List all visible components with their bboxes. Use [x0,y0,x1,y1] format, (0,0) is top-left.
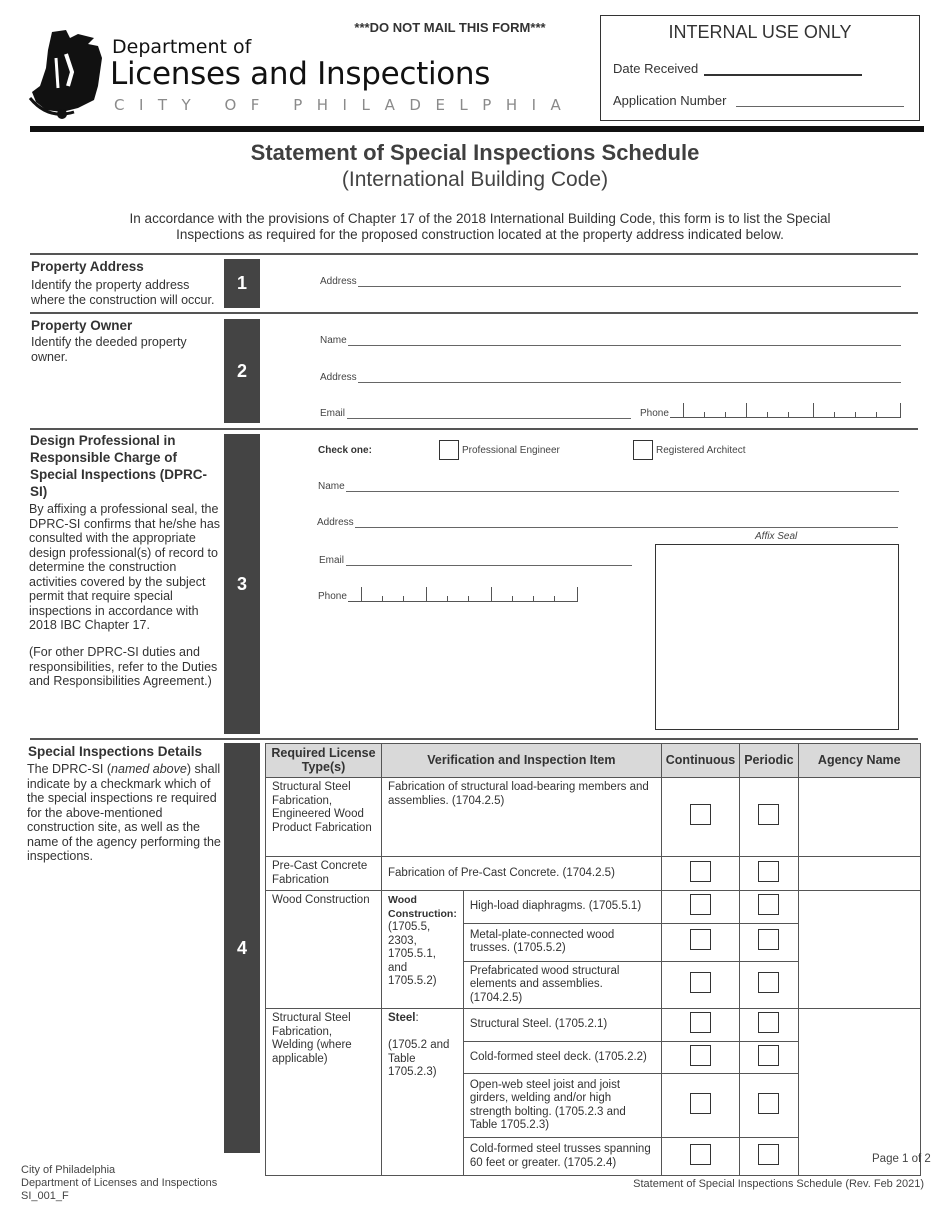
col-header-agency: Agency Name [798,744,920,778]
continuous-checkbox[interactable] [690,1012,711,1033]
col-header-item: Verification and Inspection Item [382,744,662,778]
section3-number: 3 [224,434,260,734]
section4-desc: The DPRC-SI (named above) shall indicate by a checkmark which of the special inspections re required for the above-mentioned construction site, as well as the name of the agency performing the inspections. [27,762,221,863]
owner-email-field[interactable] [347,418,631,419]
license-type: Pre-Cast Concrete Fabrication [266,857,382,891]
section4-title: Special Inspections Details [28,744,203,759]
col-header-continuous: Continuous [661,744,739,778]
section-divider [30,428,918,430]
professional-engineer-label: Professional Engineer [462,445,560,456]
section1-number: 1 [224,259,260,308]
section1-title: Property Address [31,259,144,274]
property-address-field[interactable] [358,286,901,287]
section2-desc: Identify the deeded property owner. [31,335,187,364]
license-type: Wood Construction [266,891,382,1009]
application-number-field[interactable] [736,106,904,107]
inspection-item: Fabrication of Pre-Cast Concrete. (1704.2.5) [382,857,662,891]
continuous-checkbox[interactable] [690,894,711,915]
inspection-item: Cold-formed steel trusses spanning 60 feet or greater. (1705.2.4) [463,1138,661,1176]
periodic-checkbox[interactable] [758,1045,779,1066]
inspection-item: High-load diaphragms. (1705.5.1) [463,891,661,924]
header-divider [30,126,924,132]
col-header-license: Required License Type(s) [266,744,382,778]
department-name: Licenses and Inspections [110,56,491,92]
inspection-category: Steel: (1705.2 and Table 1705.2.3) [382,1009,464,1176]
section-divider [30,253,918,255]
liberty-bell-logo [28,28,108,120]
footer-left: City of Philadelphia Department of Licenses and Inspections SI_001_F [21,1164,218,1202]
inspection-category: Wood Construction: (1705.5, 2303, 1705.5.1, and 1705.5.2) [382,891,464,1009]
owner-email-label: Email [320,408,346,419]
dprc-name-field[interactable] [346,491,899,492]
owner-address-field[interactable] [358,382,901,383]
application-number-label: Application Number [613,93,727,108]
intro-text: In accordance with the provisions of Chapter 17 of the 2018 International Building Code, this form is to list the Special Inspections as required for the proposed construction located at the property address indicated below. [129,211,831,242]
section2-title: Property Owner [31,318,133,333]
owner-name-field[interactable] [348,345,901,346]
periodic-checkbox[interactable] [758,1093,779,1114]
dprc-phone-label: Phone [318,591,347,602]
continuous-checkbox[interactable] [690,1045,711,1066]
owner-phone-field[interactable] [670,404,901,418]
affix-seal-label: Affix Seal [755,531,798,542]
section-divider [30,738,918,740]
inspection-item: Prefabricated wood structural elements and assemblies. (1704.2.5) [463,961,661,1009]
section2-number: 2 [224,319,260,423]
table-row [266,891,921,924]
inspection-item: Fabrication of structural load-bearing members and assemblies. (1704.2.5) [382,778,662,857]
section3-title: Design Professional in Responsible Charge of Special Inspections (DPRC-SI) [30,433,208,499]
agency-name-field[interactable] [798,1009,920,1176]
periodic-checkbox[interactable] [758,1144,779,1165]
owner-phone-label: Phone [640,408,669,419]
continuous-checkbox[interactable] [690,972,711,993]
periodic-checkbox[interactable] [758,1012,779,1033]
license-type: Structural Steel Fabrication, Engineered Wood Product Fabrication [266,778,382,857]
date-received-label: Date Received [613,61,699,76]
city-name: CITY OF PHILADELPHIA [114,96,576,114]
professional-engineer-checkbox[interactable] [439,440,459,460]
page-title: Statement of Special Inspections Schedule [250,140,700,165]
special-inspections-table [265,743,921,1176]
agency-name-field[interactable] [798,891,920,1009]
dprc-email-label: Email [319,555,345,566]
continuous-checkbox[interactable] [690,1093,711,1114]
inspection-item: Structural Steel. (1705.2.1) [463,1009,661,1042]
dept-line: Department of [112,36,252,58]
dprc-name-label: Name [318,481,345,492]
footer-form-title: Statement of Special Inspections Schedule (Rev. Feb 2021) [633,1178,924,1190]
section1-desc: Identify the property address where the construction will occur. [31,278,215,307]
registered-architect-checkbox[interactable] [633,440,653,460]
periodic-checkbox[interactable] [758,861,779,882]
section4-number: 4 [224,743,260,1153]
table-row [266,857,921,891]
table-row [266,778,921,857]
do-not-mail-notice: ***DO NOT MAIL THIS FORM*** [354,20,546,35]
dprc-address-label: Address [317,517,354,528]
page-subtitle: (International Building Code) [341,168,609,191]
agency-name-field[interactable] [798,857,920,891]
continuous-checkbox[interactable] [690,804,711,825]
owner-name-label: Name [320,335,347,346]
inspection-item: Open-web steel joist and joist girders, welding and/or high strength bolting. (1705.2.3 and Table 1705.2.3) [463,1074,661,1138]
section-divider [30,312,918,314]
agency-name-field[interactable] [798,778,920,857]
dprc-email-field[interactable] [346,565,632,566]
col-header-periodic: Periodic [740,744,798,778]
registered-architect-label: Registered Architect [656,445,746,456]
section3-desc-duties: (For other DPRC-SI duties and responsibilities, refer to the Duties and Responsibilities Agreement.) [29,645,218,688]
continuous-checkbox[interactable] [690,1144,711,1165]
periodic-checkbox[interactable] [758,929,779,950]
periodic-checkbox[interactable] [758,972,779,993]
license-type: Structural Steel Fabrication, Welding (where applicable) [266,1009,382,1176]
dprc-address-field[interactable] [355,527,898,528]
page-number: Page 1 of 2 [872,1153,931,1165]
check-one-label: Check one: [318,445,372,456]
table-row [266,1009,921,1042]
seal-box[interactable] [655,544,899,730]
periodic-checkbox[interactable] [758,894,779,915]
inspection-item: Metal-plate-connected wood trusses. (1705.5.2) [463,923,661,961]
dprc-phone-field[interactable] [348,588,578,602]
section3-desc: By affixing a professional seal, the DPRC-SI confirms that he/she has consulted with the appropriate design professional(s) of record to determine the construction activities covered by the subject permit that require special inspections in accordance with 2018 IBC Chapter 17. [29,502,221,632]
continuous-checkbox[interactable] [690,929,711,950]
inspection-item: Cold-formed steel deck. (1705.2.2) [463,1041,661,1074]
owner-address-label: Address [320,372,357,383]
internal-use-title: INTERNAL USE ONLY [668,22,852,42]
date-received-field[interactable] [704,74,862,76]
continuous-checkbox[interactable] [690,861,711,882]
property-address-label: Address [320,276,357,287]
periodic-checkbox[interactable] [758,804,779,825]
